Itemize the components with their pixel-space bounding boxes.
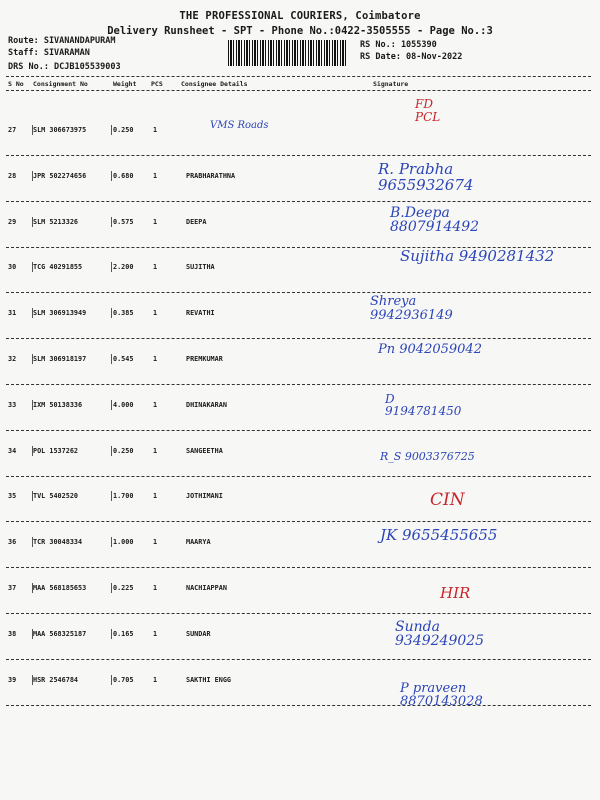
weight-cell: 0.680	[113, 171, 134, 180]
consignment-cell: SLM 5213326	[33, 217, 79, 226]
cell-separator	[111, 262, 112, 272]
consignee-cell: MAARYA	[186, 538, 211, 547]
pcs-cell: 1	[153, 538, 158, 547]
pcs-cell: 1	[153, 584, 158, 592]
sno-cell: 36	[8, 538, 17, 547]
handwritten-signature: Sujitha 9490281432	[400, 247, 555, 266]
company-title: THE PROFESSIONAL COURIERS, Coimbatore	[179, 10, 421, 22]
cell-separator	[32, 262, 33, 272]
consignee-cell: DEEPA	[186, 217, 207, 226]
col-consignee: Consignee Details	[181, 80, 248, 88]
weight-cell: 0.165	[113, 629, 134, 638]
col-consignment: Consignment No	[33, 80, 88, 88]
col-sno: S No	[8, 80, 24, 88]
sno-cell: 29	[8, 217, 17, 226]
consignment-cell: JPR 502274656	[33, 171, 87, 180]
consignment-cell: TVL 5402520	[33, 492, 79, 501]
column-header-divider	[6, 90, 591, 91]
barcode	[228, 40, 348, 66]
row-divider	[6, 705, 591, 706]
cell-separator	[32, 308, 33, 318]
cell-separator	[32, 354, 33, 364]
consignment-cell: SLM 306913949	[33, 309, 87, 318]
cell-separator	[32, 583, 33, 593]
table-row	[0, 97, 600, 172]
weight-cell: 0.385	[113, 309, 134, 318]
table-row	[0, 584, 600, 630]
cell-separator	[111, 308, 112, 318]
row-divider	[6, 567, 591, 568]
handwritten-signature: FD PCL	[415, 97, 441, 124]
sno-cell: 28	[8, 171, 17, 180]
cell-separator	[111, 583, 112, 593]
consignee-cell: PREMKUMAR	[186, 355, 223, 363]
cell-separator	[111, 217, 112, 227]
consignee-cell: PRABHARATHNA	[186, 171, 236, 180]
weight-cell: 0.545	[113, 355, 134, 363]
handwritten-signature: JK 9655455655	[380, 526, 498, 545]
cell-separator	[32, 171, 33, 181]
consignee-cell: DHINAKARAN	[186, 400, 227, 409]
pcs-cell: 1	[153, 171, 158, 180]
pcs-cell: 1	[153, 629, 158, 638]
table-row	[0, 492, 600, 538]
consignment-cell: TCG 40291855	[33, 263, 83, 272]
table-row	[0, 618, 600, 676]
table-row	[0, 294, 600, 355]
pcs-cell: 1	[153, 446, 158, 455]
pcs-cell: 1	[153, 675, 158, 684]
rs-date: RS Date: 08-Nov-2022	[360, 52, 463, 62]
header-divider	[6, 76, 591, 77]
cell-separator	[32, 537, 33, 547]
sno-cell: 39	[8, 675, 17, 684]
consignee-cell: NACHIAPPAN	[186, 584, 227, 592]
handwritten-signature: B.Deepa 8807914492	[390, 204, 480, 236]
handwritten-signature: HIR	[440, 584, 471, 602]
cell-separator	[32, 400, 33, 410]
row-divider	[6, 292, 591, 293]
handwritten-note: VMS Roads	[210, 120, 269, 131]
pcs-cell: 1	[153, 126, 158, 134]
cell-separator	[111, 629, 112, 639]
table-row	[0, 526, 600, 584]
cell-separator	[111, 171, 112, 181]
consignee-cell: REVATHI	[186, 309, 215, 318]
cell-separator	[111, 446, 112, 456]
consignment-cell: SLM 306918197	[33, 355, 87, 363]
weight-cell: 1.700	[113, 492, 134, 501]
consignment-cell: TCR 30048334	[33, 538, 83, 547]
sno-cell: 37	[8, 584, 17, 592]
sno-cell: 34	[8, 446, 17, 455]
cell-separator	[111, 537, 112, 547]
weight-cell: 0.705	[113, 675, 134, 684]
consignment-cell: POL 1537262	[33, 446, 79, 455]
table-row	[0, 391, 600, 447]
weight-cell: 0.225	[113, 584, 134, 592]
consignee-cell: SUNDAR	[186, 629, 211, 638]
row-divider	[6, 430, 591, 431]
table-row	[0, 676, 600, 722]
handwritten-signature: R_S 9003376725	[380, 449, 475, 463]
route-label: Route: SIVANANDAPURAM	[8, 36, 116, 46]
sno-cell: 35	[8, 492, 17, 501]
staff-label: Staff: SIVARAMAN	[8, 48, 90, 58]
consignee-cell: SANGEETHA	[186, 446, 223, 455]
cell-separator	[32, 675, 33, 685]
sno-cell: 33	[8, 400, 17, 409]
cell-separator	[111, 400, 112, 410]
pcs-cell: 1	[153, 309, 158, 318]
col-signature: Signature	[373, 80, 409, 88]
sno-cell: 38	[8, 629, 17, 638]
table-row	[0, 447, 600, 493]
handwritten-signature: R. Prabha 9655932674	[378, 159, 474, 194]
handwritten-signature: Shreya 9942936149	[370, 294, 453, 323]
consignee-cell: SAKTHI ENGG	[186, 675, 232, 684]
row-divider	[6, 338, 591, 339]
handwritten-signature: Sunda 9349249025	[395, 618, 485, 650]
pcs-cell: 1	[153, 492, 158, 501]
col-pcs: PCS	[151, 80, 163, 88]
consignment-cell: SLM 306673975	[33, 126, 87, 134]
row-divider	[6, 521, 591, 522]
table-row	[0, 247, 600, 309]
cell-separator	[111, 354, 112, 364]
handwritten-signature: P praveen 8870143028	[400, 680, 483, 710]
drs-number: DRS No.: DCJB105539003	[8, 62, 121, 72]
cell-separator	[32, 629, 33, 639]
consignment-cell: HSR 2546784	[33, 675, 79, 684]
row-divider	[6, 659, 591, 660]
consignee-cell: JOTHIMANI	[186, 492, 223, 501]
cell-separator	[111, 675, 112, 685]
pcs-cell: 1	[153, 400, 158, 409]
cell-separator	[111, 125, 112, 135]
table-row	[0, 342, 600, 401]
weight-cell: 0.250	[113, 446, 134, 455]
row-divider	[6, 476, 591, 477]
row-divider	[6, 201, 591, 202]
cell-separator	[32, 125, 33, 135]
consignee-cell: SUJITHA	[186, 263, 215, 272]
handwritten-signature: Pn 9042059042	[378, 342, 482, 357]
cell-separator	[32, 491, 33, 501]
weight-cell: 4.000	[113, 400, 134, 409]
cell-separator	[111, 491, 112, 501]
runsheet-subtitle: Delivery Runsheet - SPT - Phone No.:0422-3505555 - Page No.:3	[107, 25, 493, 37]
row-divider	[6, 613, 591, 614]
weight-cell: 0.250	[113, 126, 134, 134]
consignment-cell: IXM 50138336	[33, 400, 83, 409]
weight-cell: 2.200	[113, 263, 134, 272]
weight-cell: 0.575	[113, 217, 134, 226]
row-divider	[6, 155, 591, 156]
pcs-cell: 1	[153, 217, 158, 226]
cell-separator	[32, 446, 33, 456]
handwritten-signature: D 9194781450	[385, 391, 462, 419]
pcs-cell: 1	[153, 263, 158, 272]
row-divider	[6, 384, 591, 385]
rs-number: RS No.: 1055390	[360, 40, 437, 50]
handwritten-signature: CIN	[430, 490, 465, 511]
table-row	[0, 159, 600, 218]
cell-separator	[32, 217, 33, 227]
sno-cell: 30	[8, 263, 17, 272]
sno-cell: 27	[8, 126, 17, 134]
sno-cell: 32	[8, 355, 17, 363]
sno-cell: 31	[8, 309, 17, 318]
consignment-cell: MAA 568325187	[33, 629, 87, 638]
col-weight: Weight	[113, 80, 137, 88]
consignment-cell: MAA 568185653	[33, 584, 87, 592]
weight-cell: 1.000	[113, 538, 134, 547]
pcs-cell: 1	[153, 355, 158, 363]
